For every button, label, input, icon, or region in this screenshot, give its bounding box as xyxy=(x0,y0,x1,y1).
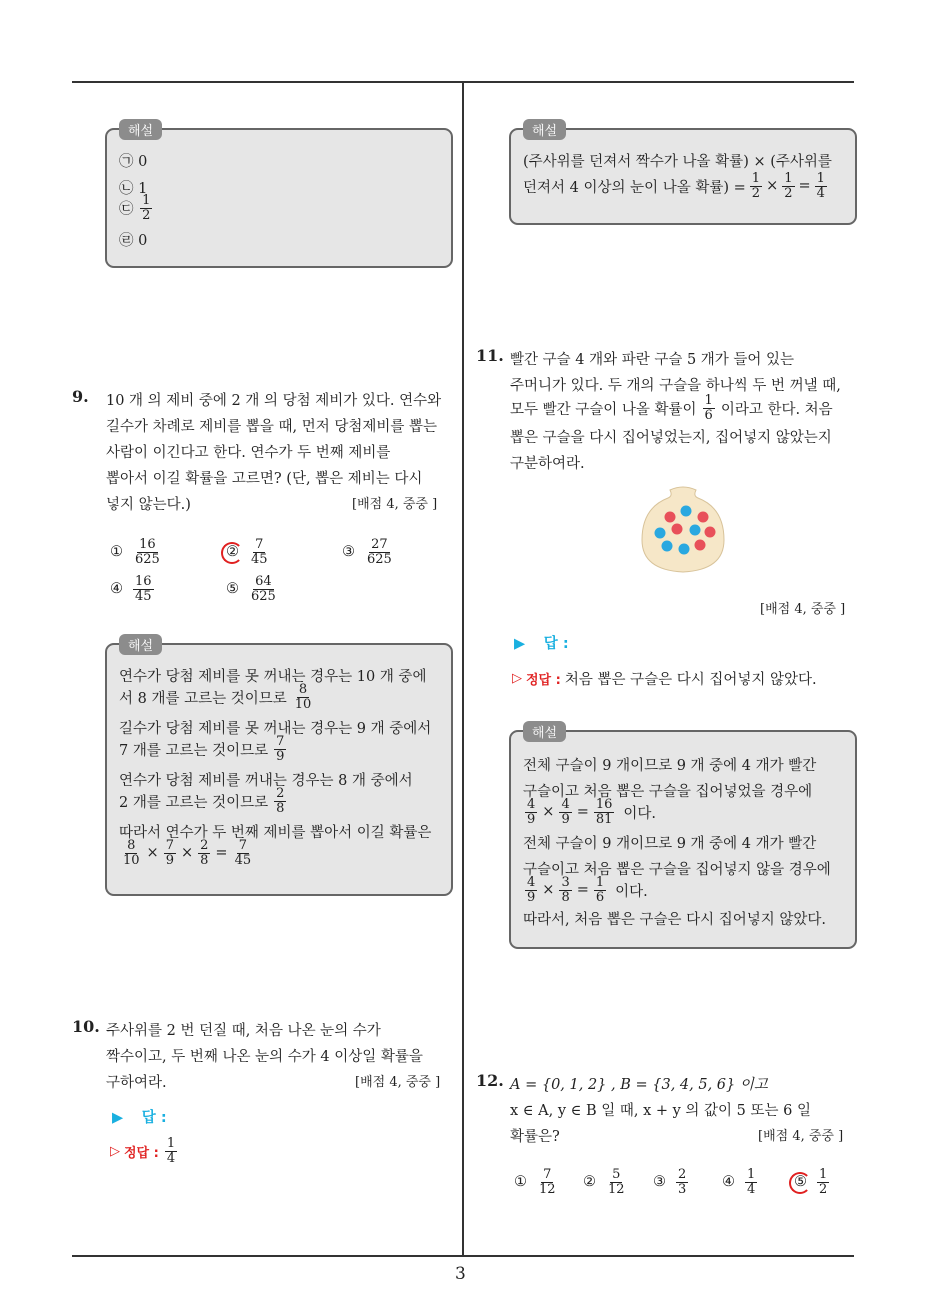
bottom-rule xyxy=(72,1255,854,1257)
red-marble xyxy=(695,540,706,551)
q11-line4: 뽑은 구슬을 다시 집어넣었는지, 집어넣지 않았는지 xyxy=(510,430,832,446)
q12-option-2[interactable]: ② $\frac{5}{12}$ xyxy=(583,1167,625,1197)
q11-line2: 주머니가 있다. 두 개의 구슬을 하나씩 두 번 꺼낼 때, xyxy=(510,378,841,394)
expl11-line1: 전체 구슬이 9 개이므로 9 개 중에 4 개가 빨간 xyxy=(523,758,817,774)
explanation-box-10 xyxy=(509,124,857,225)
red-marble xyxy=(705,527,716,538)
question-9-number: 9. xyxy=(72,387,89,406)
q9-line3: 사람이 이긴다고 한다. 연수가 두 번째 제비를 xyxy=(106,445,391,461)
blue-marble xyxy=(662,541,673,552)
selected-circle-icon xyxy=(789,1172,811,1194)
q11-answer: ▶ 답 : xyxy=(514,636,569,652)
q9-score: [배점 4, 중중 ] xyxy=(352,497,438,512)
q12-line2: x ∈ A, y ∈ B 일 때, x + y 의 값이 5 또는 6 일 xyxy=(510,1103,811,1119)
blue-marble xyxy=(681,506,692,517)
q9-option-2[interactable]: ② $\frac{7}{45}$ xyxy=(226,538,272,566)
explanation-box-9 xyxy=(105,639,453,896)
q9-line4: 뽑아서 이길 확률을 고르면? (단, 뽑은 제비는 다시 xyxy=(106,471,423,487)
expl9-line4: 7 개를 고르는 것이므로 $\frac{7}{9}$ xyxy=(119,734,285,764)
item-a: ㉠ 0 xyxy=(119,154,148,170)
expl11-line7: 따라서, 처음 뽑은 구슬은 다시 집어넣지 않았다. xyxy=(523,912,827,928)
expl9-line8: $\frac{8}{10}$ × $\frac{7}{9}$ × $\frac{2}{8}$ = $\frac{7}{45}$ xyxy=(123,838,252,868)
expl11-line3: $\frac{4}{9}$ × $\frac{4}{9}$ = $\frac{16}{81}$ 이다. xyxy=(527,797,657,827)
item-d: ㉣ 0 xyxy=(119,233,148,249)
expl9-line6: 2 개를 고르는 것이므로 $\frac{2}{8}$ xyxy=(119,786,285,816)
red-marble xyxy=(665,512,676,523)
expl9-line5: 연수가 당첨 제비를 꺼내는 경우는 8 개 중에서 xyxy=(119,773,413,789)
q12-option-5[interactable]: ⑤ $\frac{1}{2}$ xyxy=(794,1168,831,1196)
expl11-line2: 구슬이고 처음 뽑은 구슬을 집어넣었을 경우에 xyxy=(523,784,813,800)
blue-marble xyxy=(690,525,701,536)
q11-score: [배점 4, 중중 ] xyxy=(760,602,846,617)
q9-option-4[interactable]: ④ $\frac{16}{45}$ xyxy=(110,574,152,604)
q10-answer: ▶ 답 : xyxy=(112,1110,167,1126)
q9-line5: 넣지 않는다.) xyxy=(106,497,191,513)
page-number: 3 xyxy=(455,1264,466,1284)
item-b: ㉡ 1 xyxy=(119,181,148,197)
expl9-line7: 따라서 연수가 두 번째 제비를 뽑아서 이길 확률은 xyxy=(119,825,432,841)
explanation-tag: 해설 xyxy=(119,119,162,140)
q10-line3: 구하여라. xyxy=(106,1075,167,1091)
triangle-outline-icon: ▷ xyxy=(110,1143,120,1159)
expl11-line4: 전체 구슬이 9 개이므로 9 개 중에 4 개가 빨간 xyxy=(523,836,817,852)
question-11-number: 11. xyxy=(476,346,504,365)
selected-circle-icon xyxy=(221,542,243,564)
triangle-outline-icon: ▷ xyxy=(512,671,522,686)
q9-option-5[interactable]: ⑤ $\frac{64}{625}$ xyxy=(226,574,276,604)
center-divider xyxy=(462,83,464,1256)
q10-score: [배점 4, 중중 ] xyxy=(355,1075,441,1090)
explanation-box-11 xyxy=(509,726,857,949)
explanation-tag: 해설 xyxy=(119,634,162,655)
q9-option-3[interactable]: ③ $\frac{27}{625}$ xyxy=(342,537,392,567)
expl10-line1: (주사위를 던져서 짝수가 나올 확률) × (주사위를 xyxy=(523,154,832,170)
question-10-number: 10. xyxy=(72,1017,100,1036)
blue-marble xyxy=(679,544,690,555)
expl9-line3: 길수가 당첨 제비를 못 꺼내는 경우는 9 개 중에서 xyxy=(119,721,432,737)
red-marble xyxy=(672,524,683,535)
explanation-tag: 해설 xyxy=(523,119,566,140)
q11-line5: 구분하여라. xyxy=(510,456,585,472)
q12-option-1[interactable]: ① $\frac{7}{12}$ xyxy=(514,1167,556,1197)
expl11-line6: $\frac{4}{9}$ × $\frac{3}{8}$ = $\frac{1}{6}$ 이다. xyxy=(527,875,648,905)
q10-line2: 짝수이고, 두 번째 나온 눈의 수가 4 이상일 확률을 xyxy=(106,1049,423,1065)
q12-option-4[interactable]: ④ $\frac{1}{4}$ xyxy=(722,1167,756,1197)
red-marble xyxy=(698,512,709,523)
q12-option-3[interactable]: ③ $\frac{2}{3}$ xyxy=(653,1167,687,1197)
expl10-line2: 던져서 4 이상의 눈이 나올 확률) = $\frac{1}{2}$ × $\frac{1}{2}$ = $\frac{1}{4}$ xyxy=(523,171,825,201)
triangle-right-icon: ▶ xyxy=(514,636,526,652)
expl9-line1: 연수가 당첨 제비를 못 꺼내는 경우는 10 개 중에 xyxy=(119,669,427,685)
marble-bag-image xyxy=(638,484,728,574)
q10-line1: 주사위를 2 번 던질 때, 처음 나온 눈의 수가 xyxy=(106,1023,381,1039)
expl11-line5: 구슬이고 처음 뽑은 구슬을 집어넣지 않을 경우에 xyxy=(523,862,831,878)
triangle-right-icon: ▶ xyxy=(112,1110,124,1126)
q12-score: [배점 4, 중중 ] xyxy=(758,1129,844,1144)
q9-line1: 10 개 의 제비 중에 2 개 의 당첨 제비가 있다. 연수와 xyxy=(106,393,442,409)
q12-line1: A = {0, 1, 2} , B = {3, 4, 5, 6} 이고 xyxy=(510,1077,768,1093)
q9-option-1[interactable]: ① $\frac{16}{625}$ xyxy=(110,537,160,567)
q10-correct: ▷ 정답 : $\frac{1}{4}$ xyxy=(110,1136,176,1166)
explanation-tag: 해설 xyxy=(523,721,566,742)
q11-line3: 모두 빨간 구슬이 나올 확률이 $\frac{1}{6}$ 이라고 한다. 처음 xyxy=(510,393,833,423)
q11-line1: 빨간 구슬 4 개와 파란 구슬 5 개가 들어 있는 xyxy=(510,352,795,368)
expl9-line2: 서 8 개를 고르는 것이므로 $\frac{8}{10}$ xyxy=(119,682,312,712)
q9-line2: 길수가 차례로 제비를 뽑을 때, 먼저 당첨제비를 뽑는 xyxy=(106,419,438,435)
item-c: ㉢ $\frac{1}{2}$ xyxy=(119,193,151,223)
explanation-box-8 xyxy=(105,124,453,268)
q12-line3: 확률은? xyxy=(510,1129,560,1145)
q11-correct: ▷ 정답 : 처음 뽑은 구슬은 다시 집어넣지 않았다. xyxy=(512,671,817,688)
question-12-number: 12. xyxy=(476,1071,504,1090)
blue-marble xyxy=(655,528,666,539)
